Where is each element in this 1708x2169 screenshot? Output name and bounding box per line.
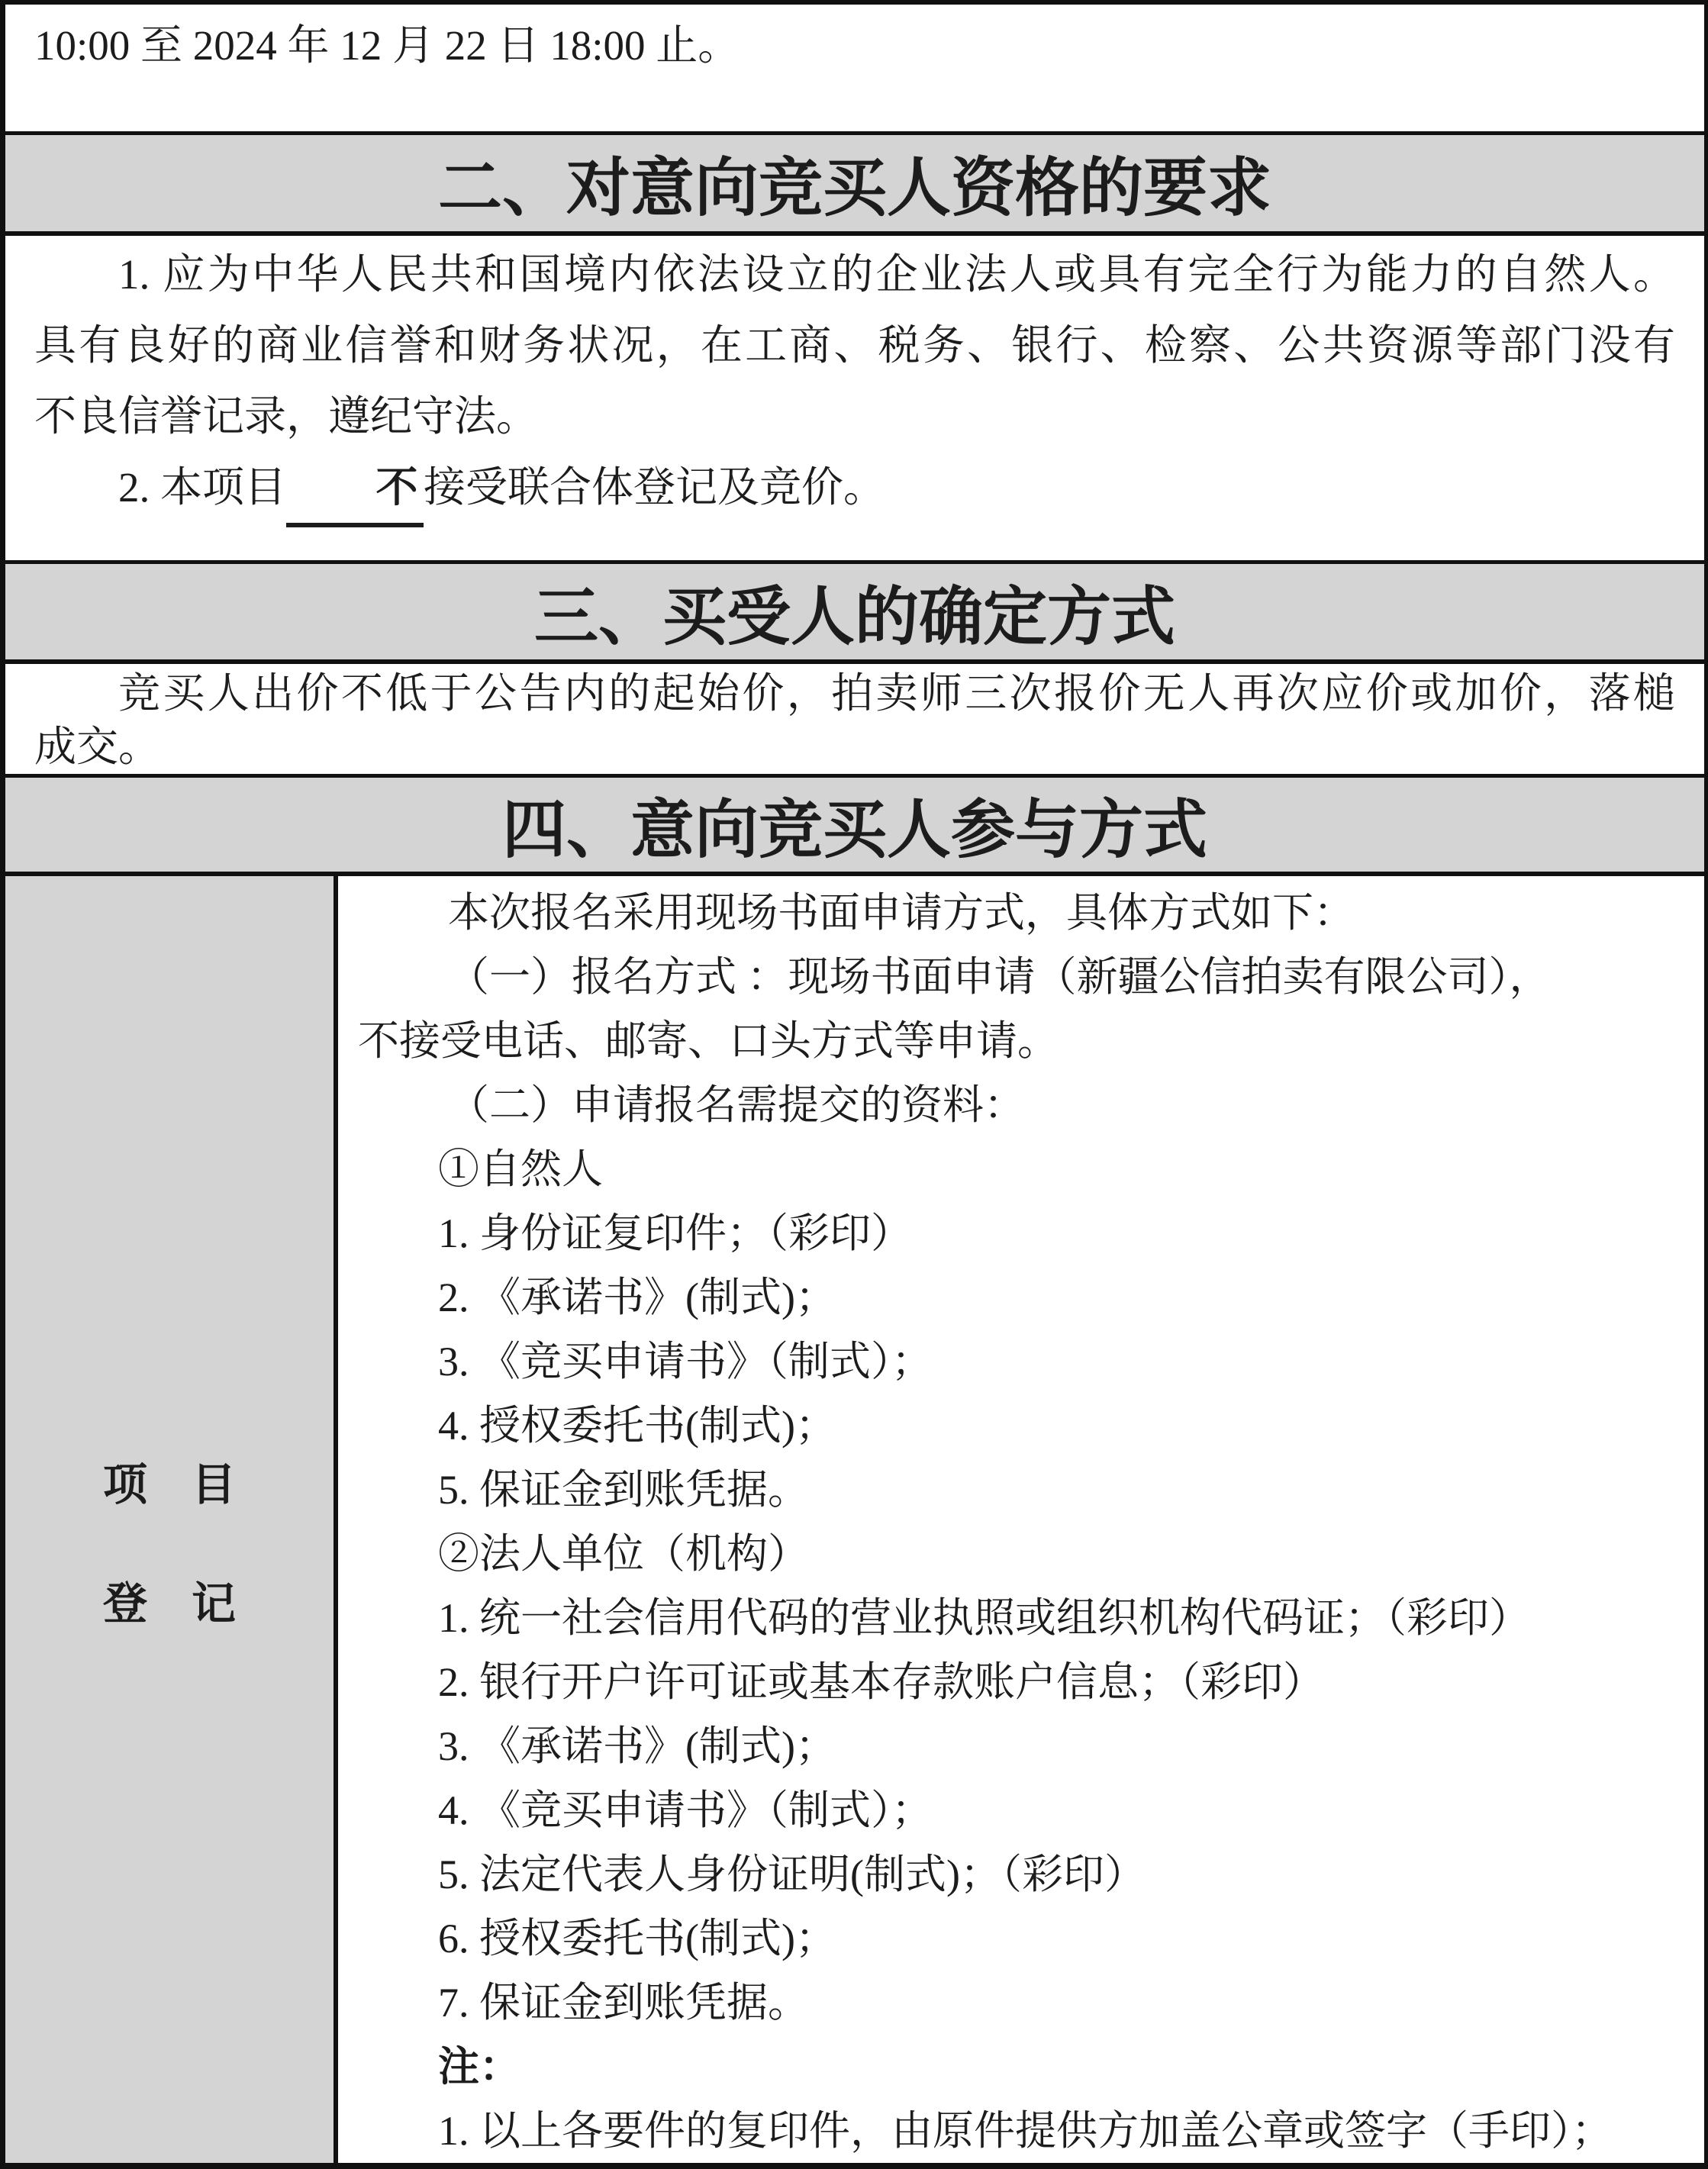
content-line: 2. 银行开户许可证或基本存款账户信息；（彩印） (438, 1659, 1324, 1705)
buyer-determination-line-2: 成交。 (34, 724, 161, 771)
qualification-line-3: 不良信誉记录，遵纪守法。 (34, 392, 539, 440)
clause-suffix: 接受联合体登记及竞价。 (424, 463, 886, 511)
intro-section (5, 5, 1704, 131)
filled-blank-underline (286, 452, 424, 527)
content-line: 5. 法定代表人身份证明(制式)；（彩印） (438, 1852, 1146, 1897)
content-line: 本次报名采用现场书面申请方式，具体方式如下： (448, 890, 1355, 936)
content-line: （一）报名方式 ：现场书面申请（新疆公信拍卖有限公司）， (448, 954, 1551, 1000)
content-line: 不接受电话、邮寄、口头方式等申请。 (358, 1018, 1059, 1064)
blank-value: 不 (375, 463, 418, 511)
row-header-cell (5, 876, 338, 2163)
content-line: ①自然人 (438, 1146, 603, 1192)
content-line: 3. 《竞买申请书》（制式）； (438, 1339, 933, 1384)
section2-body (5, 231, 1704, 560)
content-line: 1. 以上各要件的复印件，由原件提供方加盖公章或签字（手印）； (438, 2108, 1613, 2154)
clause-prefix: 2. 本项目 (118, 463, 287, 511)
buyer-determination-line-1: 竞买人出价不低于公告内的起始价，拍卖师三次报价无人再次应价或加价，落槌 (118, 670, 1675, 717)
section4-header (5, 774, 1704, 872)
deadline-text: 10:00 至 2024 年 12 月 22 日 18:00 止。 (34, 22, 740, 69)
qualification-line-2: 具有良好的商业信誉和财务状况，在工商、税务、银行、检察、公共资源等部门没有 (34, 321, 1675, 369)
section3-title: 三、买受人的确定方式 (533, 582, 1175, 654)
note-label: 注： (438, 2044, 520, 2090)
section4-title: 四、意向竞买人参与方式 (501, 795, 1207, 866)
content-line: 7. 保证金到账凭据。 (438, 1980, 809, 2026)
section3-header (5, 560, 1704, 659)
row-label-registration: 登 记 (102, 1579, 236, 1629)
registration-table (5, 872, 1704, 2163)
content-line: 1. 统一社会信用代码的营业执照或组织机构代码证；（彩印） (438, 1595, 1530, 1641)
content-line: （二）申请报名需提交的资料： (448, 1082, 1025, 1128)
content-line: 2. 《承诺书》(制式)； (438, 1275, 836, 1320)
content-line: 6. 授权委托书(制式)； (438, 1916, 836, 1961)
qualification-line-1: 1. 应为中华人民共和国境内依法设立的企业法人或具有完全行为能力的自然人。 (118, 250, 1675, 298)
content-line: 4. 《竞买申请书》（制式）； (438, 1787, 933, 1833)
row-label-project: 项 目 (102, 1460, 236, 1510)
content-line: 3. 《承诺书》(制式)； (438, 1723, 836, 1769)
content-line: 5. 保证金到账凭据。 (438, 1467, 809, 1513)
content-line: ②法人单位（机构） (438, 1531, 809, 1577)
section2-title: 二、对意向竞买人资格的要求 (437, 153, 1271, 225)
content-line: 4. 授权委托书(制式)； (438, 1403, 836, 1449)
section3-body (5, 659, 1704, 774)
section2-header (5, 131, 1704, 231)
content-line: 1. 身份证复印件；（彩印） (438, 1210, 912, 1256)
joint-bid-clause (34, 452, 1675, 527)
row-content-cell (338, 876, 1704, 2163)
